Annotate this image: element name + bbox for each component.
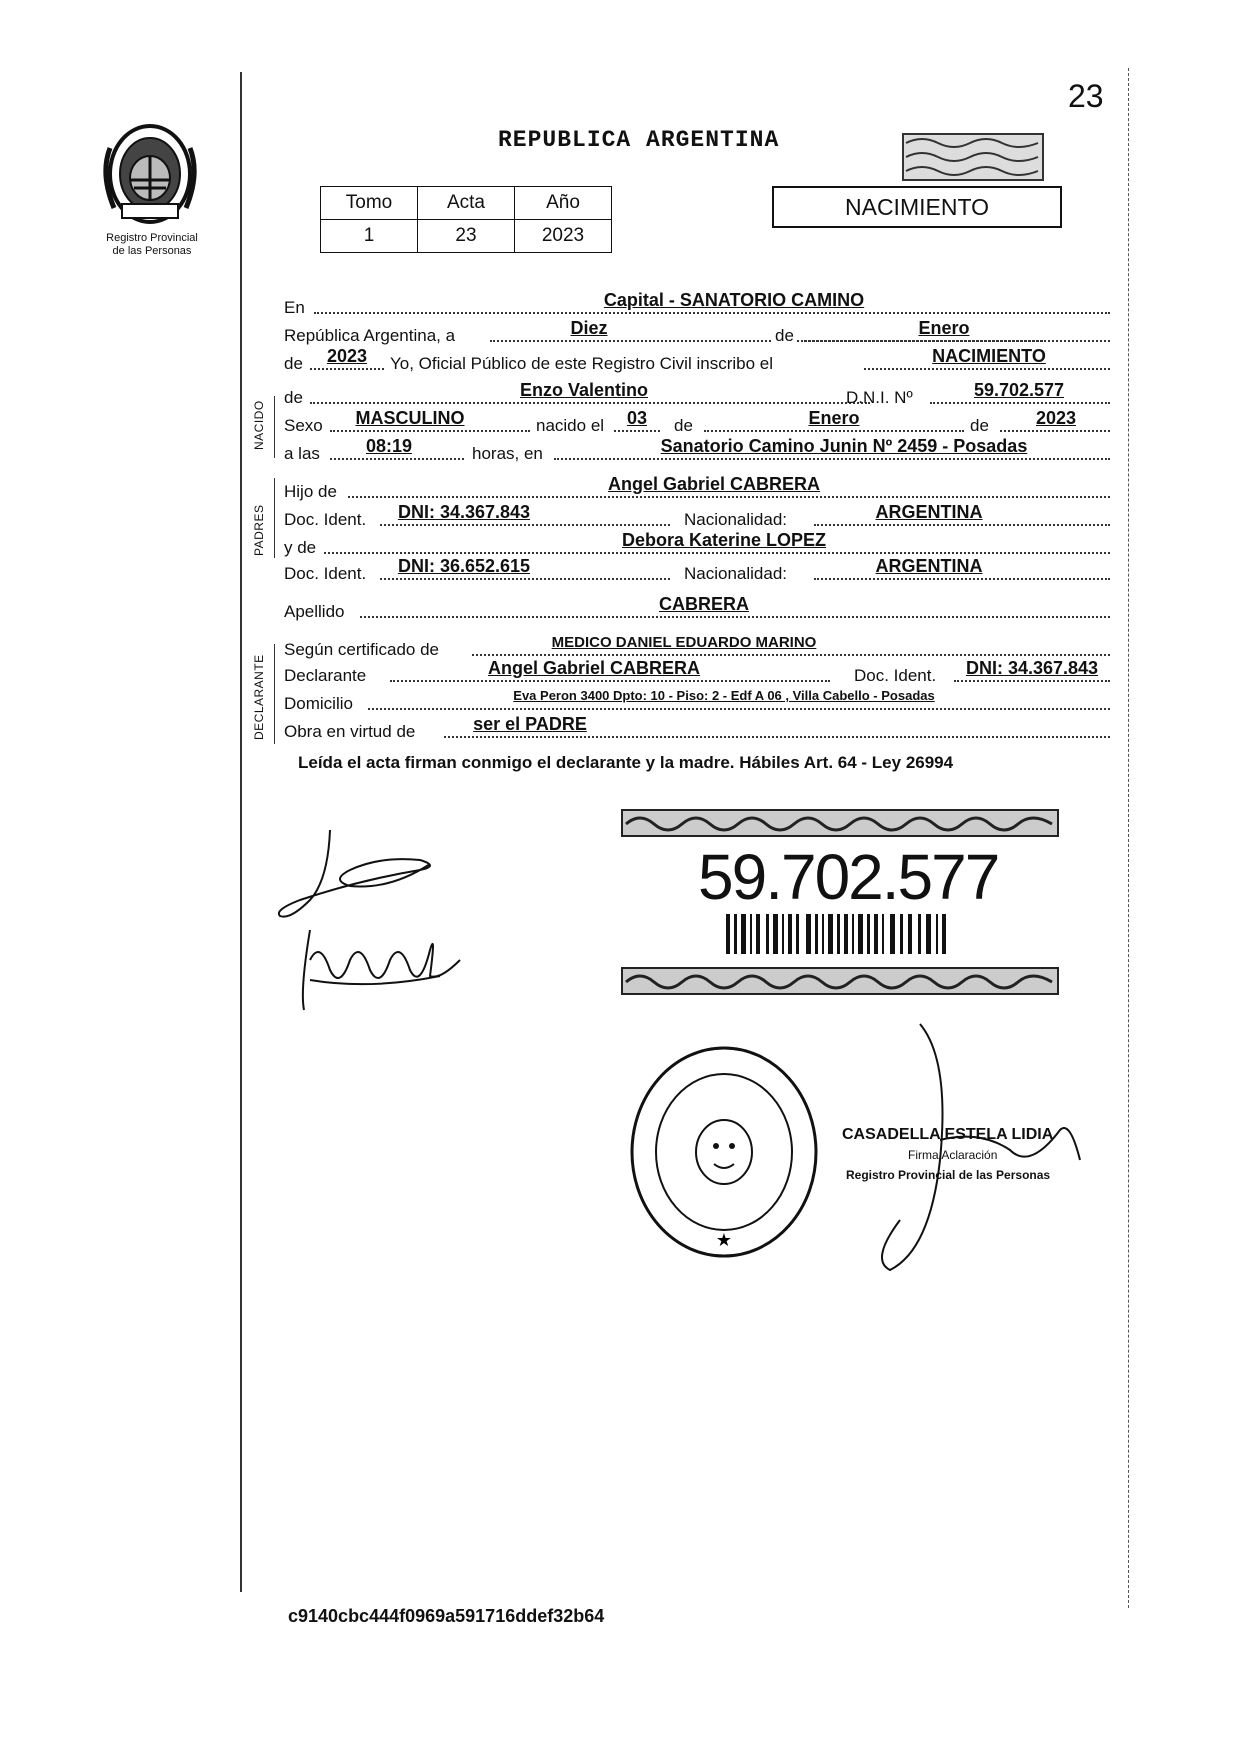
dotted-line — [614, 430, 660, 432]
value-acta: 23 — [418, 220, 515, 253]
value-nac-mes: Enero — [808, 408, 860, 428]
security-stamp-top — [902, 133, 1044, 181]
label-republica: República Argentina, a — [284, 326, 456, 345]
side-label-declarante: DECLARANTE — [252, 654, 266, 740]
label-obra: Obra en virtud de — [284, 722, 416, 741]
document-title: REPUBLICA ARGENTINA — [498, 127, 780, 153]
side-label-padres: PADRES — [252, 504, 266, 556]
section-divider-nacido — [274, 396, 275, 458]
value-nac-padre: ARGENTINA — [875, 502, 983, 522]
label-certificado: Según certificado de — [284, 640, 439, 659]
value-anio: 2023 — [326, 346, 368, 366]
page-number: 23 — [1068, 78, 1104, 114]
header-tomo: Tomo — [321, 187, 418, 220]
dotted-line — [814, 578, 1110, 580]
dotted-line — [704, 430, 964, 432]
svg-text:★: ★ — [715, 1230, 733, 1251]
registry-caption-line-2: de las Personas — [112, 245, 192, 257]
value-doc-declarante: DNI: 34.367.843 — [965, 658, 1099, 678]
mother-signature — [290, 920, 490, 1020]
row-obra — [284, 714, 1110, 748]
official-round-stamp — [624, 1042, 824, 1262]
label-hijo-de: Hijo de — [284, 482, 337, 501]
label-nacido-el: nacido el — [536, 416, 605, 435]
value-obra: ser el PADRE — [473, 714, 587, 734]
label-domicilio: Domicilio — [284, 694, 353, 713]
value-declarante: Angel Gabriel CABRERA — [487, 658, 701, 678]
dotted-line — [444, 736, 1110, 738]
value-anio: 2023 — [515, 220, 612, 253]
value-doc-madre: DNI: 36.652.615 — [397, 556, 531, 576]
header-acta: Acta — [418, 187, 515, 220]
dotted-line — [360, 616, 1110, 618]
dotted-line — [380, 524, 670, 526]
dotted-line — [954, 680, 1110, 682]
closing-statement: Leída el acta firman conmigo el declarante y la madre. Hábiles Art. 64 - Ley 26994 — [298, 753, 954, 772]
dotted-line — [554, 458, 1110, 460]
record-table — [320, 186, 612, 253]
value-padre: Angel Gabriel CABRERA — [607, 474, 821, 494]
official-role: Firma Aclaración — [908, 1148, 998, 1162]
label-de-anio: de — [284, 354, 303, 373]
row-hora — [284, 436, 1110, 470]
value-apellido: CABRERA — [659, 594, 749, 614]
row-anio — [284, 346, 1110, 380]
dotted-line — [368, 708, 1110, 710]
section-divider-declarante — [274, 644, 275, 744]
dotted-line — [310, 402, 870, 404]
label-a-las: a las — [284, 444, 320, 463]
label-horas-en: horas, en — [472, 444, 543, 463]
dotted-line — [390, 680, 830, 682]
right-margin-line — [1128, 68, 1129, 1608]
label-apellido: Apellido — [284, 602, 345, 621]
document-hash: c9140cbc444f0969a591716ddef32b64 — [288, 1606, 605, 1626]
label-en: En — [284, 298, 305, 317]
label-dni: D.N.I. Nº — [846, 388, 913, 407]
dotted-line — [1000, 430, 1110, 432]
value-doc-padre: DNI: 34.367.843 — [397, 502, 531, 522]
label-doc-ident: Doc. Ident. — [284, 564, 367, 583]
barcode-number: 59.702.577 — [698, 841, 999, 913]
row-domicilio — [284, 688, 1110, 720]
side-label-nacido: NACIDO — [252, 400, 266, 450]
section-divider-padres — [274, 478, 275, 558]
dotted-line — [864, 368, 1110, 370]
label-doc-ident: Doc. Ident. — [284, 510, 367, 529]
label-doc-ident: Doc. Ident. — [854, 666, 937, 685]
official-office: Registro Provincial de las Personas — [846, 1168, 1051, 1182]
label-sexo: Sexo — [284, 416, 323, 435]
official-name: CASADELLA ESTELA LIDIA — [842, 1126, 1054, 1143]
label-nac-de2: de — [970, 416, 989, 435]
label-y-de: y de — [284, 538, 317, 557]
value-tomo: 1 — [321, 220, 418, 253]
label-de-nombre: de — [284, 388, 303, 407]
officer-text: Yo, Oficial Público de este Registro Civil inscribo el — [390, 354, 773, 373]
value-hora: 08:19 — [365, 436, 413, 456]
value-lugar: Sanatorio Camino Junin Nº 2459 - Posadas — [660, 436, 1028, 456]
value-nac-dia: 03 — [626, 408, 648, 428]
dotted-line — [324, 552, 1110, 554]
dotted-line — [330, 430, 530, 432]
registry-caption — [82, 232, 222, 258]
dotted-line — [314, 312, 1110, 314]
value-madre: Debora Katerine LOPEZ — [621, 530, 827, 550]
value-sexo: MASCULINO — [355, 408, 465, 428]
value-domicilio: Eva Peron 3400 Dpto: 10 - Piso: 2 - Edf A 06 , Villa Cabello - Posadas — [513, 688, 935, 703]
dotted-line — [348, 496, 1110, 498]
province-seal-logo — [96, 118, 204, 230]
value-inscribe: NACIMIENTO — [932, 346, 1046, 366]
dotted-line — [930, 402, 1110, 404]
value-nac-madre: ARGENTINA — [875, 556, 983, 576]
label-nac-de: de — [674, 416, 693, 435]
label-declarante: Declarante — [284, 666, 367, 685]
dotted-line — [330, 458, 464, 460]
row-doc-madre — [284, 556, 1110, 590]
registry-caption-line-1: Registro Provincial — [106, 232, 198, 244]
value-certificado: MEDICO DANIEL EDUARDO MARINO — [551, 634, 817, 651]
dotted-line — [804, 340, 1110, 342]
label-de: de — [772, 326, 797, 346]
dotted-line — [472, 654, 1110, 656]
label-nacionalidad: Nacionalidad: — [684, 564, 788, 583]
value-nombre: Enzo Valentino — [519, 380, 648, 400]
dotted-line — [814, 524, 1110, 526]
value-dia: Diez — [570, 318, 608, 338]
value-mes: Enero — [918, 318, 970, 338]
dotted-line — [380, 578, 670, 580]
label-nacionalidad: Nacionalidad: — [684, 510, 788, 529]
value-en: Capital - SANATORIO CAMINO — [603, 290, 865, 310]
dotted-line — [310, 368, 384, 370]
record-kind-box: NACIMIENTO — [772, 186, 1062, 228]
left-margin-line — [240, 72, 242, 1592]
declarant-signature — [270, 820, 450, 930]
header-anio: Año — [515, 187, 612, 220]
value-nac-anio: 2023 — [1035, 408, 1077, 428]
value-dni: 59.702.577 — [973, 380, 1065, 400]
row-apellido — [284, 594, 1110, 628]
